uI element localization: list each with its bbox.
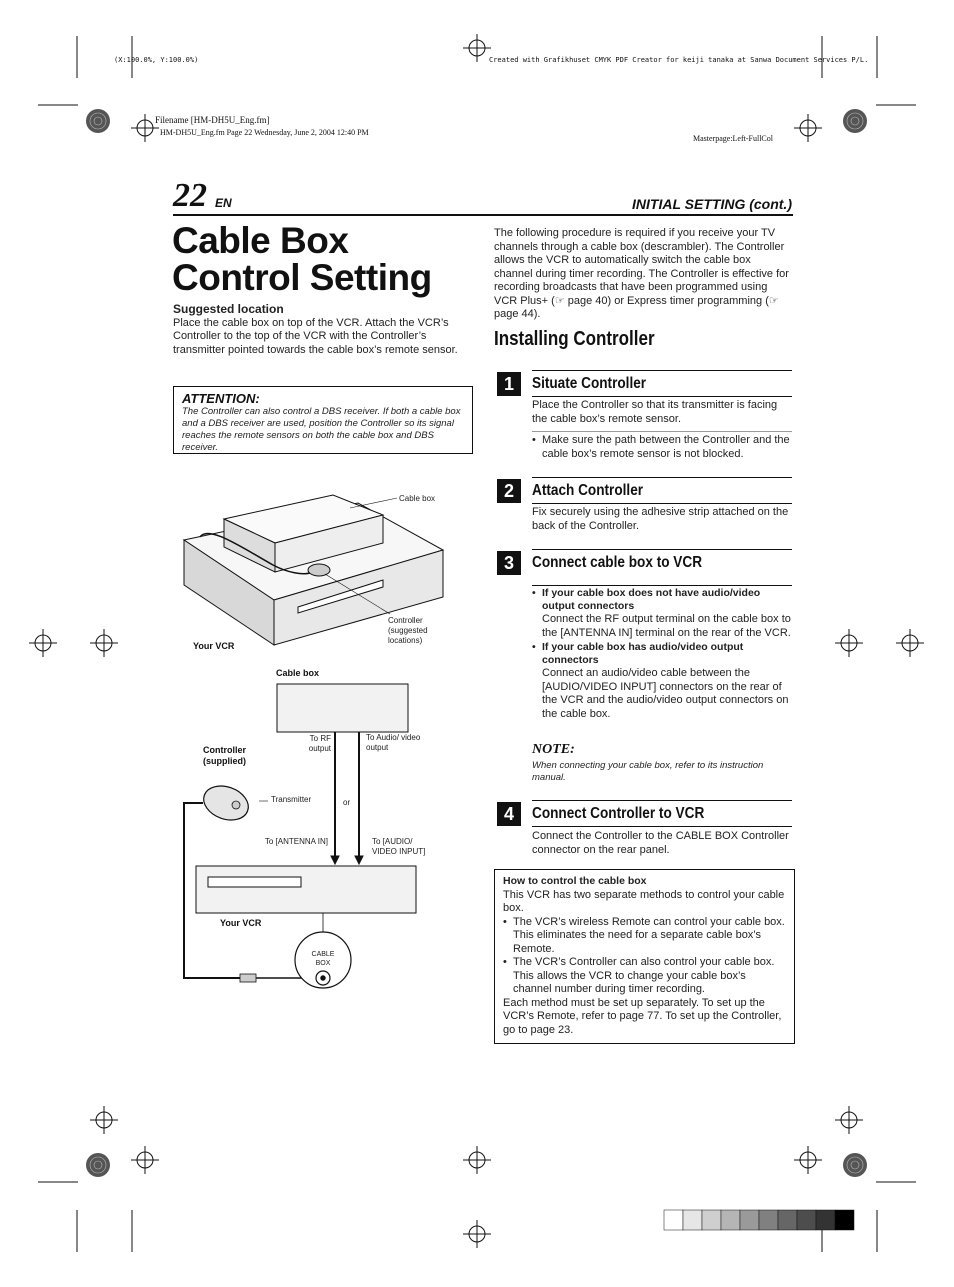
- print-fileinfo: HM-DH5U_Eng.fm Page 22 Wednesday, June 2, 2004 12:40 PM: [160, 128, 369, 137]
- step-1-number: 1: [497, 372, 521, 396]
- top-diag-cablebox-label: Cable box: [399, 494, 436, 503]
- howto-heading: How to control the cable box: [503, 875, 647, 887]
- step-3-underline: [532, 585, 792, 586]
- step-3-title: Connect cable box to VCR: [532, 554, 703, 571]
- page-number: 22: [173, 177, 207, 214]
- step-3-note-heading: NOTE:: [532, 742, 575, 757]
- to-audio-label: To Audio/ video output: [366, 733, 421, 752]
- step-1-text: Place the Controller so that its transmitter is facing the cable box’s remote sensor.: [532, 399, 778, 425]
- attention-text: The Controller can also control a DBS receiver. If both a cable box and a DBS receiver are used, position the Controller so its signal reaches the remote sensors on both the cable box and DBS receiver.: [182, 406, 461, 453]
- print-coords: (X:100.0%, Y:100.0%): [114, 56, 199, 64]
- step-4-number: 4: [497, 802, 521, 826]
- step-3-number: 3: [497, 551, 521, 575]
- section-title: INITIAL SETTING (cont.): [632, 196, 792, 212]
- step-3-b1-head: • If your cable box does not have audio/video output connectors: [532, 587, 794, 613]
- page-lang: EN: [215, 196, 232, 210]
- to-rf-label: To RF output: [308, 734, 331, 753]
- howto-intro: This VCR has two separate methods to control your cable box.: [503, 888, 785, 914]
- page-title-line2: Control Setting: [172, 257, 432, 298]
- step-2-rule: [532, 477, 792, 478]
- controller-supplied-label: Controller (supplied): [203, 745, 247, 766]
- suggested-heading: Suggested location: [173, 302, 284, 316]
- step-3-b2-head: • If your cable box has audio/video output connectors: [532, 641, 794, 667]
- cable-box-jack-label: CABLE BOX: [311, 951, 335, 967]
- step-1-divider: [532, 431, 792, 432]
- to-antenna-label: To [ANTENNA IN]: [264, 837, 328, 846]
- step-3-note-text: When connecting your cable box, refer to its instruction manual.: [532, 760, 764, 783]
- step-4-text: Connect the Controller to the CABLE BOX Controller connector on the rear panel.: [532, 830, 789, 856]
- step-2-title: Attach Controller: [532, 482, 644, 499]
- step-1-rule: [532, 370, 792, 371]
- howto-outro: Each method must be set up separately. To set up the VCR’s Remote, refer to page 77. To set up the Controller, go to page 23.: [503, 996, 782, 1036]
- step-2-underline: [532, 503, 792, 504]
- step-1-underline: [532, 396, 792, 397]
- step-3-b2-text: Connect an audio/video cable between the [AUDIO/VIDEO INPUT] connectors on the rear of the VCR and the audio/video output connectors on the cable box.: [542, 667, 789, 720]
- top-diag-controller-label: Controller (suggested locations): [388, 616, 428, 645]
- transmitter-label: Transmitter: [271, 795, 312, 804]
- step-3-b1-text: Connect the RF output terminal on the cable box to the [ANTENNA IN] terminal on the rear of the VCR.: [542, 613, 791, 639]
- step-4-underline: [532, 826, 792, 827]
- or-label: or: [343, 798, 351, 807]
- top-diag-vcr-label: Your VCR: [193, 641, 235, 651]
- howto-bullet-2: • The VCR’s Controller can also control your cable box. This allows the VCR to change your cable box’s channel number during timer recording.: [503, 956, 786, 997]
- installing-heading: Installing Controller: [494, 328, 655, 350]
- step-4-rule: [532, 800, 792, 801]
- page-title-line1: Cable Box: [172, 220, 349, 261]
- print-masterpage: Masterpage:Left-FullCol: [693, 134, 773, 143]
- bottom-diag-cablebox-label: Cable box: [276, 668, 320, 678]
- suggested-text: Place the cable box on top of the VCR. Attach the VCR’s Controller to the top of the VCR with the Controller’s transmitter pointed towards the cable box’s remote sensor.: [173, 316, 458, 356]
- to-audio-input-label: To [AUDIO/ VIDEO INPUT]: [372, 837, 426, 856]
- print-filename: Filename [HM-DH5U_Eng.fm]: [155, 115, 270, 125]
- howto-bullet-1: • The VCR’s wireless Remote can control your cable box. This eliminates the need for a separate cable box’s Remote.: [503, 916, 786, 957]
- howto-box: [494, 869, 795, 1044]
- print-creator: Created with Grafikhuset CMYK PDF Creator for keiji tanaka at Sanwa Document Services P/L.: [489, 56, 869, 64]
- step-2-text: Fix securely using the adhesive strip attached on the back of the Controller.: [532, 506, 789, 532]
- step-4-title: Connect Controller to VCR: [532, 805, 705, 822]
- step-1-bullet: • Make sure the path between the Controller and the cable box’s remote sensor is not blocked.: [532, 434, 798, 461]
- intro-text: The following procedure is required if you receive your TV channels through a cable box (descrambler). The Controller allows the VCR to automatically switch the cable box channel during timer recording. The Controller is effective for recording broadcasts that have been programmed using VCR Plus+ (☞ page 40) or Express timer programming (☞ page 44).: [494, 227, 789, 320]
- step-2-number: 2: [497, 479, 521, 503]
- step-3-body: [532, 587, 794, 721]
- attention-heading: ATTENTION:: [182, 391, 260, 406]
- step-3-rule: [532, 549, 792, 550]
- step-1-title: Situate Controller: [532, 375, 647, 392]
- bottom-diag-vcr-label: Your VCR: [220, 918, 262, 928]
